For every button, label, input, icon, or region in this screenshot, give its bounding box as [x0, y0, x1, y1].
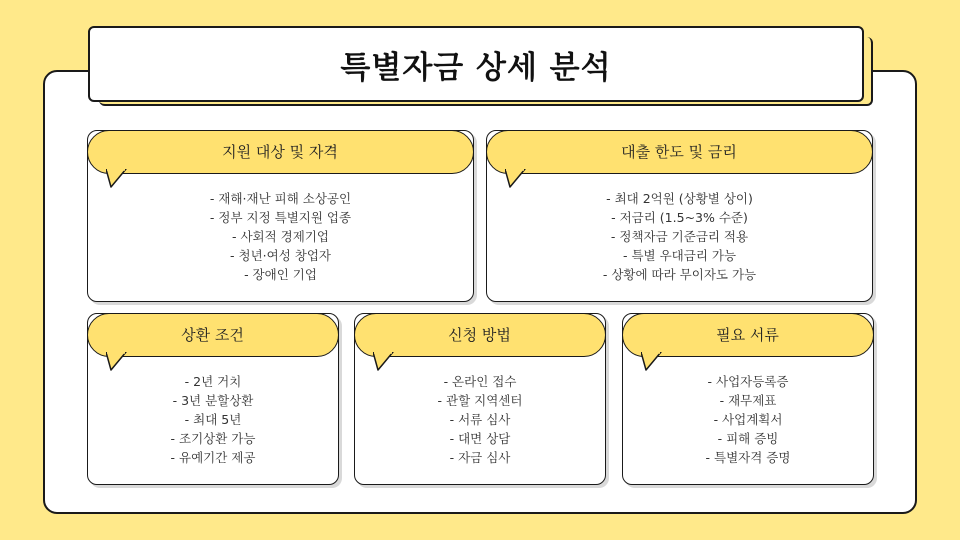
card-application-header [354, 313, 606, 357]
list-item: - 대면 상담 [449, 431, 511, 446]
card-repayment-list [88, 372, 338, 467]
list-item: - 자금 심사 [449, 450, 511, 465]
page-title: 특별자금 상세 분석 [340, 49, 612, 86]
card-eligibility-title: 지원 대상 및 자격 [222, 143, 338, 161]
list-item: - 정부 지정 특별지원 업종 [209, 210, 352, 225]
list-item: - 재무제표 [719, 393, 777, 408]
card-eligibility-list [88, 189, 473, 284]
list-item: - 조기상환 가능 [170, 431, 256, 446]
list-item: - 2년 거치 [184, 374, 242, 389]
list-item: - 사업계획서 [713, 412, 783, 427]
list-item: - 저금리 (1.5~3% 수준) [611, 210, 748, 225]
list-item: - 최대 5년 [184, 412, 242, 427]
list-item: - 정책자금 기준금리 적용 [610, 229, 749, 244]
card-application-title: 신청 방법 [448, 326, 511, 344]
card-loan-header [486, 130, 873, 174]
list-item: - 사업자등록증 [707, 374, 789, 389]
title-banner [88, 26, 864, 102]
card-documents [622, 313, 874, 485]
card-documents-header [622, 313, 874, 357]
list-item: - 특별자격 증명 [705, 450, 791, 465]
speech-tail-icon [373, 352, 395, 372]
card-repayment [87, 313, 339, 485]
list-item: - 재해·재난 피해 소상공인 [209, 191, 352, 206]
card-documents-title: 필요 서류 [716, 326, 779, 344]
card-application-list [355, 372, 605, 467]
card-documents-list [623, 372, 873, 467]
list-item: - 최대 2억원 (상황별 상이) [606, 191, 753, 206]
list-item: - 장애인 기업 [244, 267, 317, 282]
card-loan-title: 대출 한도 및 금리 [621, 143, 737, 161]
speech-tail-icon [505, 169, 527, 189]
list-item: - 3년 분할상환 [172, 393, 254, 408]
list-item: - 사회적 경제기업 [232, 229, 329, 244]
list-item: - 서류 심사 [449, 412, 511, 427]
card-eligibility-header [87, 130, 474, 174]
card-loan [486, 130, 873, 302]
list-item: - 온라인 접수 [443, 374, 517, 389]
card-application [354, 313, 606, 485]
card-loan-list [487, 189, 872, 284]
list-item: - 관할 지역센터 [437, 393, 523, 408]
list-item: - 유예기간 제공 [170, 450, 256, 465]
list-item: - 청년·여성 창업자 [230, 248, 331, 263]
card-eligibility [87, 130, 474, 302]
card-repayment-title: 상환 조건 [181, 326, 244, 344]
speech-tail-icon [641, 352, 663, 372]
speech-tail-icon [106, 169, 128, 189]
list-item: - 상황에 따라 무이자도 가능 [602, 267, 757, 282]
card-repayment-header [87, 313, 339, 357]
speech-tail-icon [106, 352, 128, 372]
list-item: - 피해 증빙 [717, 431, 779, 446]
list-item: - 특별 우대금리 가능 [622, 248, 737, 263]
